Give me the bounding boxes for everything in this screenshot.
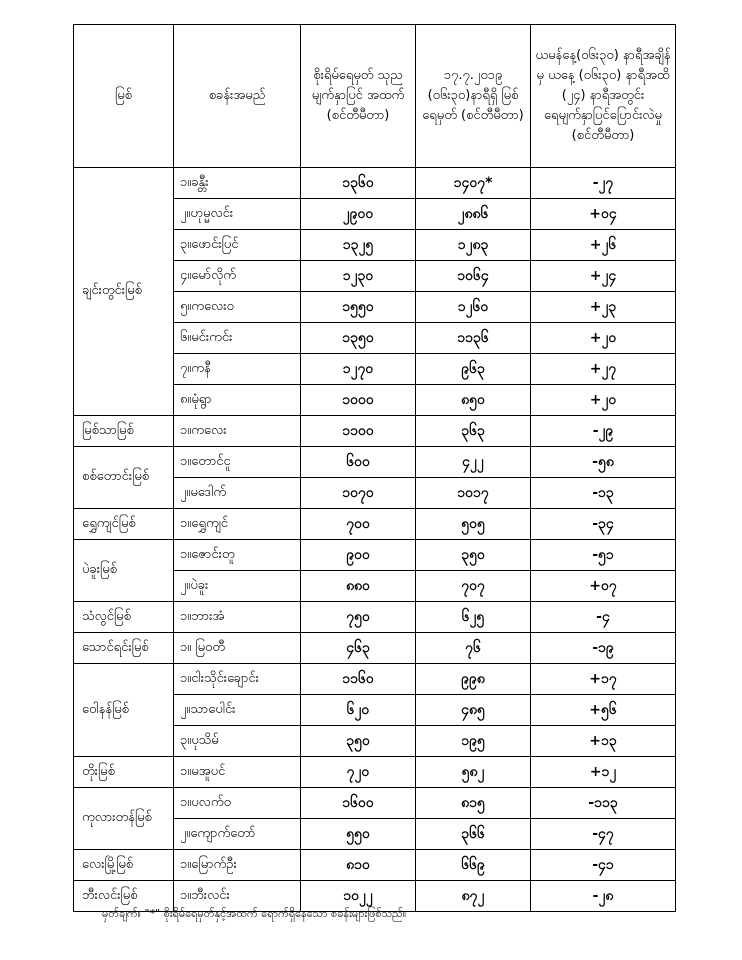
station-name-cell: ၁။မြောက်ဦး <box>174 850 301 881</box>
danger-level-cell: ၁၂၃၀ <box>301 261 416 292</box>
observed-level-cell: ၈၁၅ <box>416 788 531 819</box>
water-level-table <box>73 24 676 912</box>
observed-level-cell: ၃၆၃ <box>416 416 531 447</box>
observed-level-cell: ၄၈၅ <box>416 695 531 726</box>
header-station: စခန်းအမည် <box>174 25 301 168</box>
river-name-cell: တိုးမြစ် <box>74 757 174 788</box>
level-change-cell: -၄ <box>531 602 676 633</box>
level-change-cell: -၅၁ <box>531 540 676 571</box>
danger-level-cell: ၁၁၀၀ <box>301 416 416 447</box>
danger-level-cell: ၆၀၀ <box>301 447 416 478</box>
level-change-cell: +၁၇ <box>531 664 676 695</box>
observed-level-cell: ၆၆၉ <box>416 850 531 881</box>
table-body <box>74 168 676 912</box>
danger-level-cell: ၁၃၆၀ <box>301 168 416 199</box>
danger-level-cell: ၁၀၀၀ <box>301 385 416 416</box>
level-change-cell: -၃၄ <box>531 509 676 540</box>
observed-level-cell: ၁၀၆၄ <box>416 261 531 292</box>
header-row <box>74 25 676 168</box>
observed-level-cell: ၁၉၅ <box>416 726 531 757</box>
level-change-cell: +၀၇ <box>531 571 676 602</box>
station-name-cell: ၄။မော်လိုက် <box>174 261 301 292</box>
table-row <box>74 416 676 447</box>
observed-level-cell: ၁၄၀၇* <box>416 168 531 199</box>
level-change-cell: +၀၄ <box>531 199 676 230</box>
danger-level-cell: ၈၈၀ <box>301 571 416 602</box>
river-name-cell: လေးမြို့မြစ် <box>74 850 174 881</box>
header-level-change: ယမန်နေ့(၀၆း၃၀) နာရီအချိန်မှ ယနေ့ (၀၆း၃၀) နာရီအထိ (၂၄) နာရီအတွင်း ရေမျက်နှာပြင်ပြောင်းလဲမှု (စင်တီမီတာ) <box>531 25 676 168</box>
level-change-cell: +၅၆ <box>531 695 676 726</box>
observed-level-cell: ၅၀၅ <box>416 509 531 540</box>
station-name-cell: ၆။မင်းကင်း <box>174 323 301 354</box>
river-name-cell: မြစ်သာမြစ် <box>74 416 174 447</box>
danger-level-cell: ၃၅၀ <box>301 726 416 757</box>
observed-level-cell: ၆၂၅ <box>416 602 531 633</box>
danger-level-cell: ၆၂၀ <box>301 695 416 726</box>
station-name-cell: ၂။ပဲခူး <box>174 571 301 602</box>
header-danger-level: စိုးရိမ်ရေမှတ် သုညမျက်နှာပြင် အထက် (စင်တီမီတာ) <box>301 25 416 168</box>
observed-level-cell: ၃၆၆ <box>416 819 531 850</box>
observed-level-cell: ၃၅၀ <box>416 540 531 571</box>
river-name-cell: ဝေါနန်မြစ် <box>74 664 174 757</box>
danger-level-cell: ၇၂၀ <box>301 757 416 788</box>
river-name-cell: ဘီးလင်းမြစ် <box>74 881 174 912</box>
observed-level-cell: ၅၈၂ <box>416 757 531 788</box>
observed-level-cell: ၁၂၈၃ <box>416 230 531 261</box>
station-name-cell: ၇။ကနီ <box>174 354 301 385</box>
level-change-cell: -၄၇ <box>531 819 676 850</box>
table-row <box>74 633 676 664</box>
observed-level-cell: ၈၇၂ <box>416 881 531 912</box>
station-name-cell: ၁။ခန္တီး <box>174 168 301 199</box>
station-name-cell: ၂။ဟုမ္မလင်း <box>174 199 301 230</box>
level-change-cell: -၂၉ <box>531 416 676 447</box>
header-observed-level: ၁၇.၇.၂၀၁၉ (၀၆း၃၀)နာရီရှိ မြစ်ရေမှတ် (စင်တီမီတာ) <box>416 25 531 168</box>
level-change-cell: -၁၉ <box>531 633 676 664</box>
table-row <box>74 788 676 819</box>
observed-level-cell: ၁၀၁၇ <box>416 478 531 509</box>
table-row <box>74 540 676 571</box>
observed-level-cell: ၇၆ <box>416 633 531 664</box>
observed-level-cell: ၁၁၃၆ <box>416 323 531 354</box>
level-change-cell: +၂၃ <box>531 292 676 323</box>
danger-level-cell: ၄၆၃ <box>301 633 416 664</box>
river-name-cell: သံလွင်မြစ် <box>74 602 174 633</box>
station-name-cell: ၁။ပလက်ဝ <box>174 788 301 819</box>
danger-level-cell: ၁၃၅၀ <box>301 323 416 354</box>
level-change-cell: +၂၀ <box>531 323 676 354</box>
station-name-cell: ၁။ငါးသိုင်းချောင်း <box>174 664 301 695</box>
river-name-cell: ချင်းတွင်းမြစ် <box>74 168 174 416</box>
station-name-cell: ၅။ကလေးဝ <box>174 292 301 323</box>
station-name-cell: ၂။ကျောက်တော် <box>174 819 301 850</box>
header-river: မြစ် <box>74 25 174 168</box>
level-change-cell: +၂၀ <box>531 385 676 416</box>
danger-level-cell: ၁၁၆၀ <box>301 664 416 695</box>
river-name-cell: စစ်တောင်းမြစ် <box>74 447 174 509</box>
station-name-cell: ၈။မုံရွာ <box>174 385 301 416</box>
table-row <box>74 168 676 199</box>
danger-level-cell: ၁၀၇၀ <box>301 478 416 509</box>
station-name-cell: ၃။ဖောင်းပြင် <box>174 230 301 261</box>
level-change-cell: -၂၈ <box>531 881 676 912</box>
danger-level-cell: ၁၃၂၅ <box>301 230 416 261</box>
level-change-cell: +၂၇ <box>531 354 676 385</box>
danger-level-cell: ၁၀၂၂ <box>301 881 416 912</box>
station-name-cell: ၁။ဘားအံ <box>174 602 301 633</box>
level-change-cell: +၂၆ <box>531 230 676 261</box>
river-level-report <box>73 24 675 912</box>
observed-level-cell: ၇၀၇ <box>416 571 531 602</box>
station-name-cell: ၁။ကလေး <box>174 416 301 447</box>
level-change-cell: -၅၈ <box>531 447 676 478</box>
observed-level-cell: ၈၅၀ <box>416 385 531 416</box>
danger-level-cell: ၈၁၀ <box>301 850 416 881</box>
river-name-cell: သောင်ရင်းမြစ် <box>74 633 174 664</box>
danger-level-cell: ၁၆၀၀ <box>301 788 416 819</box>
observed-level-cell: ၉၉၈ <box>416 664 531 695</box>
observed-level-cell: ၂၈၈၆ <box>416 199 531 230</box>
table-row <box>74 509 676 540</box>
level-change-cell: -၂၇ <box>531 168 676 199</box>
station-name-cell: ၂။မဒေါက် <box>174 478 301 509</box>
level-change-cell: -၄၁ <box>531 850 676 881</box>
level-change-cell: -၁၁၃ <box>531 788 676 819</box>
level-change-cell: +၁၃ <box>531 726 676 757</box>
danger-level-cell: ၁၅၅၀ <box>301 292 416 323</box>
station-name-cell: ၃။ပုသိမ် <box>174 726 301 757</box>
station-name-cell: ၁။ဇောင်းတူ <box>174 540 301 571</box>
danger-level-cell: ၉၀၀ <box>301 540 416 571</box>
footnote: မှတ်ချက်။ "*" စိုးရိမ်ရေမှတ်နှင့်အထက် ရောက်ရှိနေသော စခန်းများဖြစ်သည်။ <box>102 907 407 920</box>
river-name-cell: ပဲခူးမြစ် <box>74 540 174 602</box>
level-change-cell: +၁၂ <box>531 757 676 788</box>
danger-level-cell: ၇၅၀ <box>301 602 416 633</box>
table-row <box>74 850 676 881</box>
table-row <box>74 664 676 695</box>
observed-level-cell: ၁၂၆၀ <box>416 292 531 323</box>
level-change-cell: +၂၄ <box>531 261 676 292</box>
table-row <box>74 757 676 788</box>
station-name-cell: ၁။ရွှေကျင် <box>174 509 301 540</box>
river-name-cell: ရွှေကျင်မြစ် <box>74 509 174 540</box>
table-row <box>74 602 676 633</box>
station-name-cell: ၁။ မြဝတီ <box>174 633 301 664</box>
observed-level-cell: ၉၆၃ <box>416 354 531 385</box>
level-change-cell: -၁၃ <box>531 478 676 509</box>
danger-level-cell: ၁၂၇၀ <box>301 354 416 385</box>
observed-level-cell: ၄၂၂ <box>416 447 531 478</box>
danger-level-cell: ၂၉၀၀ <box>301 199 416 230</box>
station-name-cell: ၂။သာပေါင်း <box>174 695 301 726</box>
station-name-cell: ၁။တောင်ငူ <box>174 447 301 478</box>
station-name-cell: ၁။မအူပင် <box>174 757 301 788</box>
station-name-cell: ၁။ဘီးလင်း <box>174 881 301 912</box>
danger-level-cell: ၅၅၀ <box>301 819 416 850</box>
table-row <box>74 447 676 478</box>
river-name-cell: ကုလားတန်မြစ် <box>74 788 174 850</box>
danger-level-cell: ၇၀၀ <box>301 509 416 540</box>
